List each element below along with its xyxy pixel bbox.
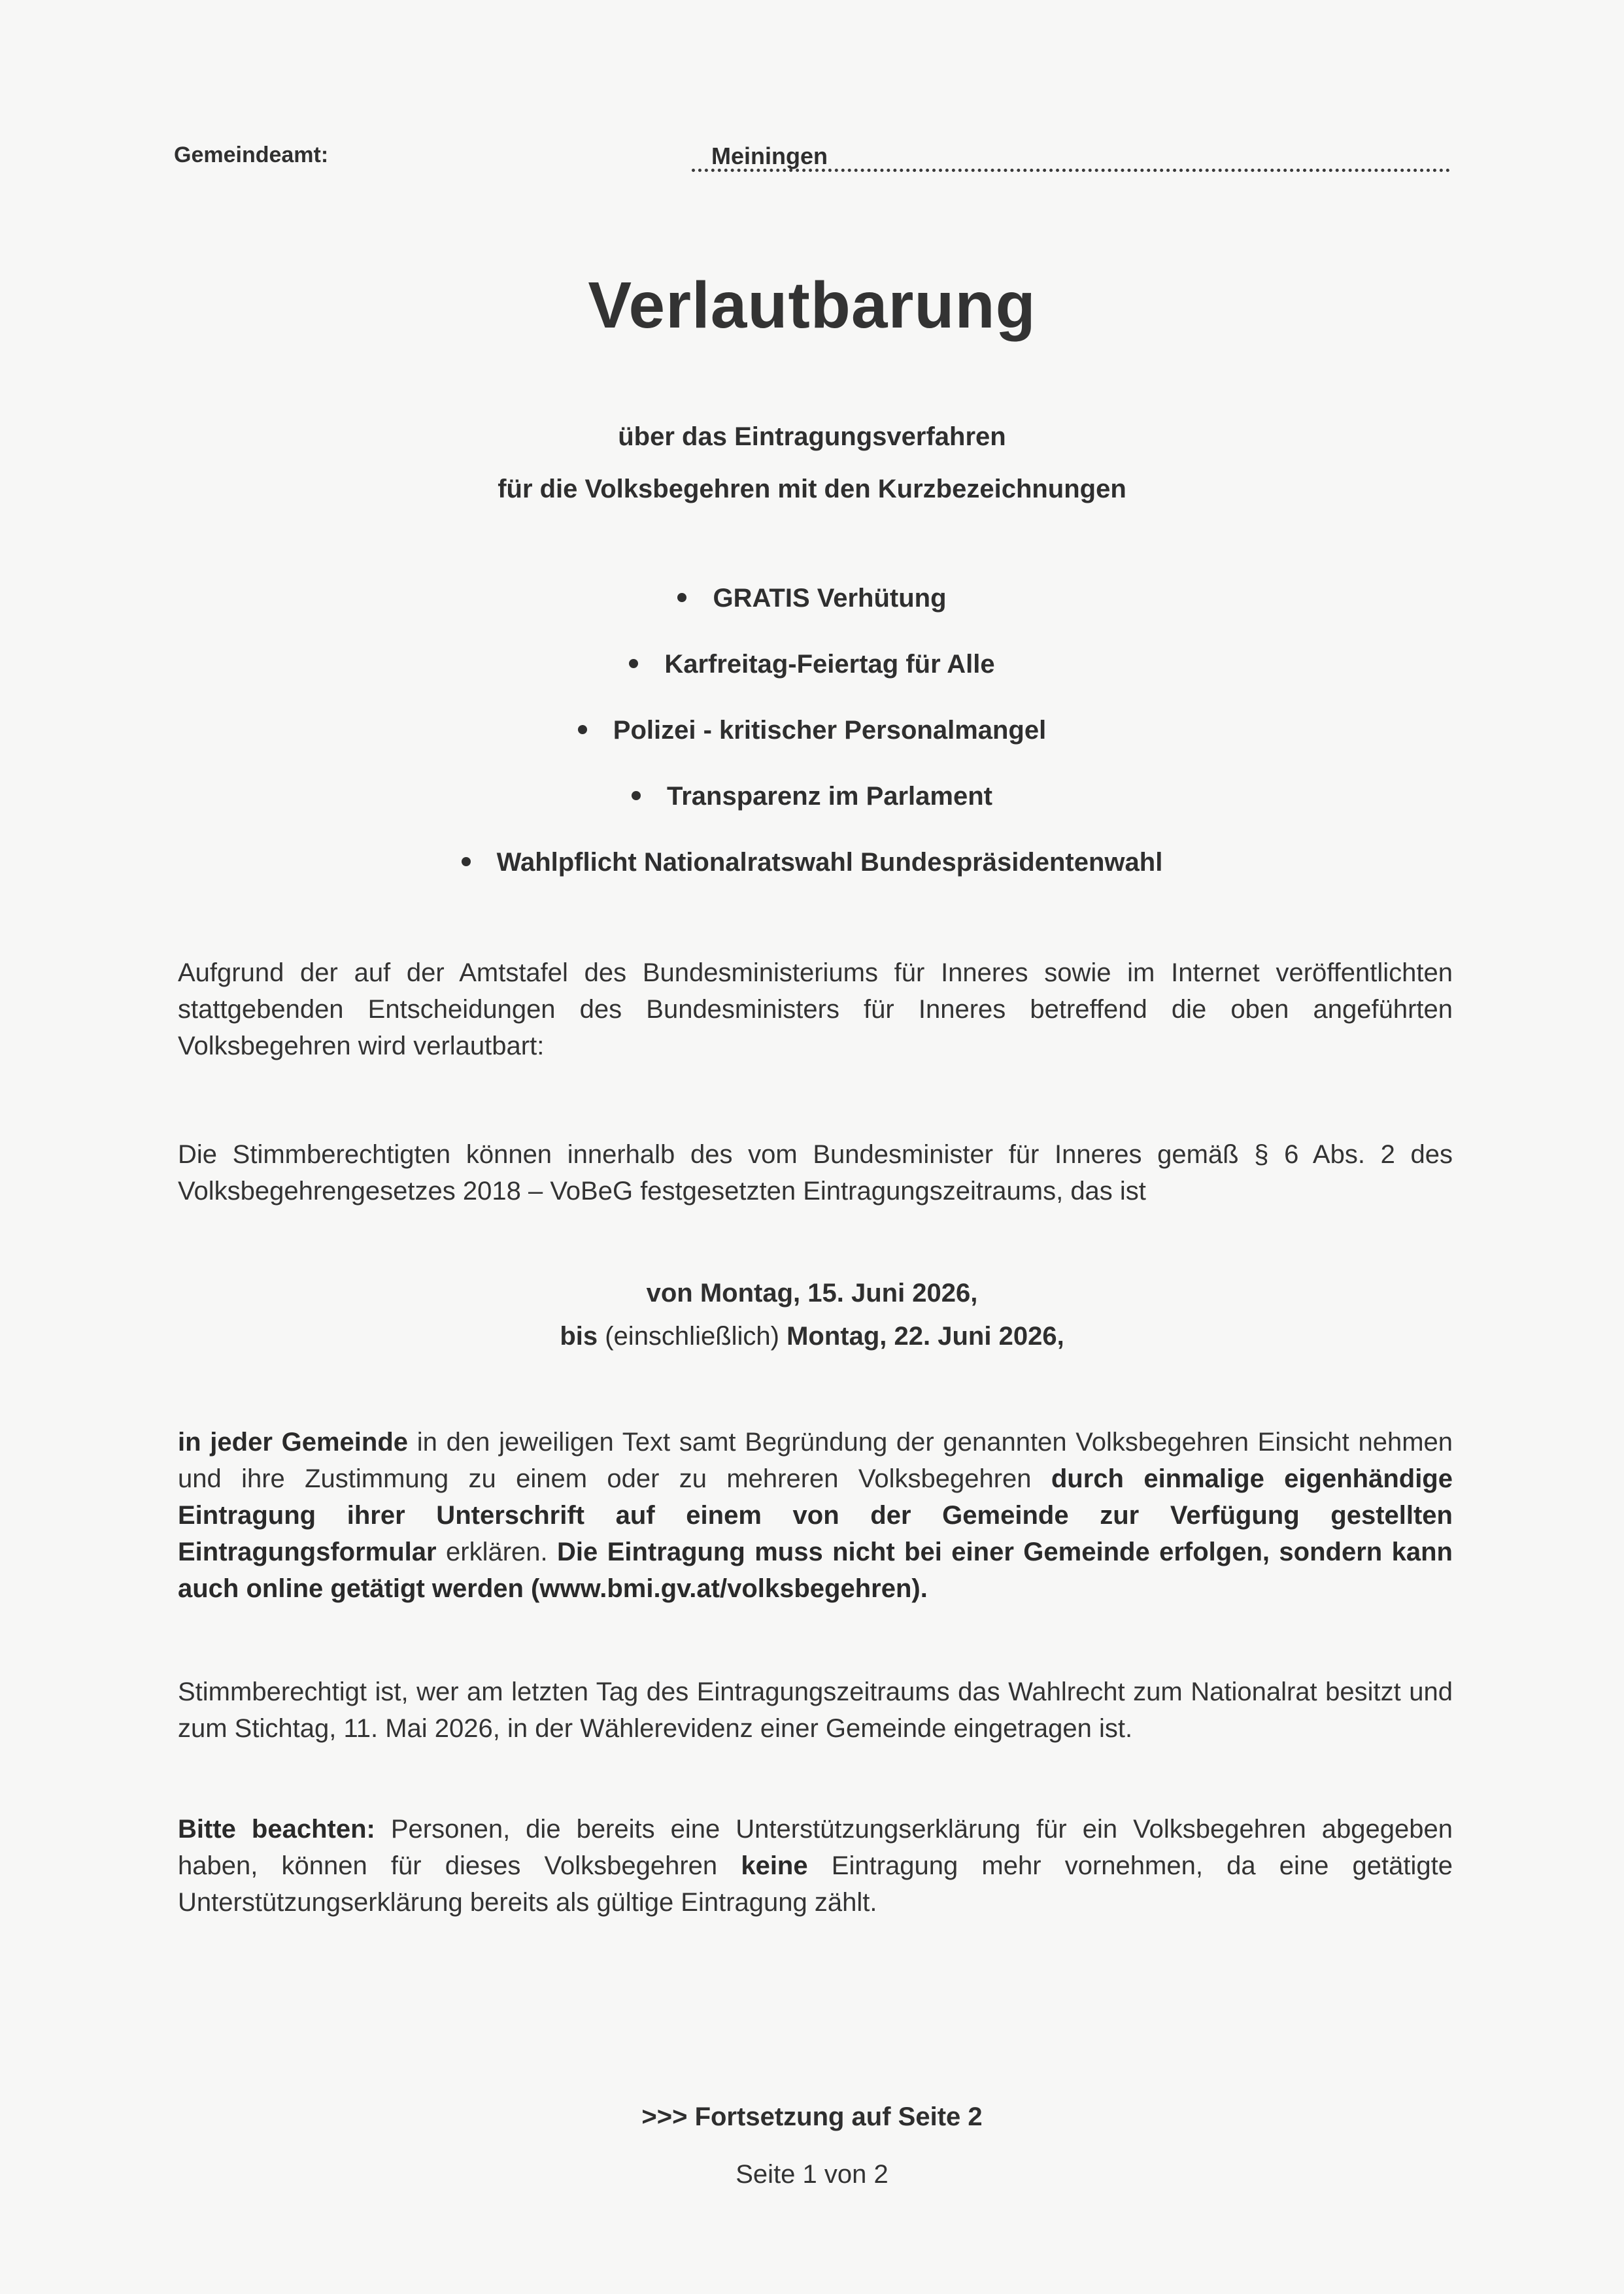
notice-heading: Bitte beachten: xyxy=(178,1815,375,1844)
municipality-field xyxy=(692,135,1450,180)
document-title: Verlautbarung xyxy=(588,269,1036,342)
period-start: von Montag, 15. Juni 2026, xyxy=(646,1279,978,1307)
period-end-note: (einschließlich) xyxy=(605,1322,779,1351)
petition-label: Wahlpflicht Nationalratswahl Bundespräsidentenwahl xyxy=(496,848,1163,877)
petition-item xyxy=(0,648,1624,714)
subtitle-line-1: über das Eintragungsverfahren xyxy=(618,422,1006,451)
petition-item xyxy=(0,780,1624,846)
registration-where: in jeder Gemeinde xyxy=(178,1428,409,1457)
notice-text: Personen, die bereits eine Unterstützungserklärung für ein Volksbegehren abgegeben haben, können für dieses Volksbegehren xyxy=(178,1815,1453,1880)
notice-emphasis: keine xyxy=(741,1851,808,1880)
registration-text: in den jeweiligen Text samt Begründung der genannten Volksbegehren Einsicht nehmen und ihre Zustimmung zu einem oder zu mehreren Volksbegehren xyxy=(178,1428,1453,1493)
period-end xyxy=(0,1322,1624,1351)
page-number: Seite 1 von 2 xyxy=(736,2160,888,2189)
municipality-value: Meiningen xyxy=(711,143,828,169)
registration-paragraph xyxy=(178,1424,1453,1607)
bullet-icon xyxy=(462,857,471,866)
petition-item xyxy=(0,846,1624,912)
petition-label: GRATIS Verhütung xyxy=(713,584,947,613)
period-end-prefix: bis xyxy=(560,1322,598,1351)
notice-paragraph xyxy=(178,1811,1453,1921)
period-end-date: Montag, 22. Juni 2026, xyxy=(787,1322,1064,1351)
petition-label: Transparenz im Parlament xyxy=(667,782,992,811)
municipality-label: Gemeindeamt: xyxy=(174,143,329,167)
petition-item xyxy=(0,714,1624,780)
registration-text-2: erklären. xyxy=(436,1538,558,1566)
petition-list xyxy=(0,582,1624,912)
subtitle-line-2: für die Volksbegehren mit den Kurzbezeichnungen xyxy=(498,475,1126,503)
continuation-note: >>> Fortsetzung auf Seite 2 xyxy=(641,2102,983,2131)
intro-paragraph: Aufgrund der auf der Amtstafel des Bundesministeriums für Inneres sowie im Internet veröffentlichten stattgebenden Entscheidungen des Bundesministers für Inneres betreffend die oben angeführten Volksbegehren wird verlautbart: xyxy=(178,958,1453,1060)
notice-text-2: Eintragung mehr vornehmen, da eine getätigte Unterstützungserklärung bereits als gültige Eintragung zählt. xyxy=(178,1851,1453,1917)
dotted-fill-line xyxy=(692,169,1450,172)
petition-item xyxy=(0,582,1624,648)
registration-online: Die Eintragung muss nicht bei einer Gemeinde erfolgen, sondern kann auch online getätigt werden (www.bmi.gv.at/volksbegehren). xyxy=(178,1538,1453,1603)
bullet-icon xyxy=(629,659,638,668)
bullet-icon xyxy=(578,725,587,734)
bullet-icon xyxy=(677,593,686,602)
petition-label: Karfreitag-Feiertag für Alle xyxy=(664,650,995,679)
period-paragraph: Die Stimmberechtigten können innerhalb des vom Bundesminister für Inneres gemäß § 6 Abs. 2 des Volksbegehrengesetzes 2018 – VoBeG festgesetzten Eintragungszeitraums, das ist xyxy=(178,1140,1453,1206)
registration-method: durch einmalige eigenhändige Eintragung ihrer Unterschrift auf einem von der Gemeinde zur Verfügung gestellten Eintragungsformular xyxy=(178,1464,1453,1566)
bullet-icon xyxy=(632,791,641,800)
petition-label: Polizei - kritischer Personalmangel xyxy=(613,716,1047,745)
eligibility-paragraph: Stimmberechtigt ist, wer am letzten Tag des Eintragungszeitraums das Wahlrecht zum Nationalrat besitzt und zum Stichtag, 11. Mai 2026, in der Wählerevidenz einer Gemeinde eingetragen ist. xyxy=(178,1678,1453,1743)
